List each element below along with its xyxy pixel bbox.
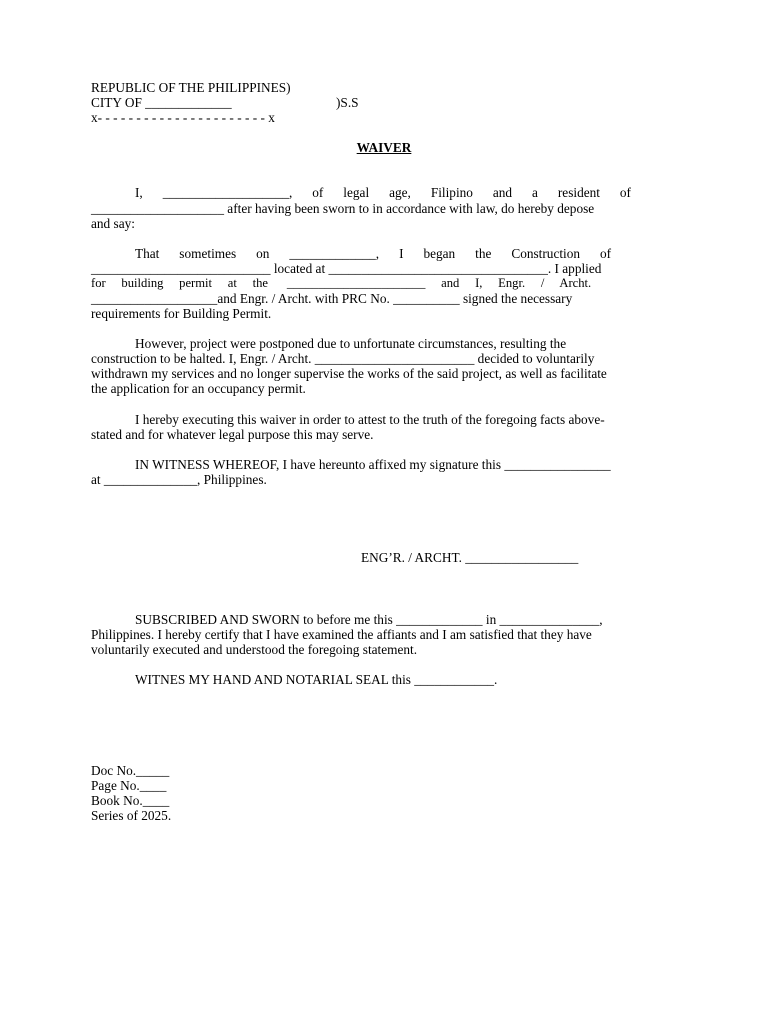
- para1-line1: I, ___________________, of legal age, Filipino and a resident of: [135, 185, 631, 200]
- para5-line2: at ______________, Philippines.: [91, 472, 267, 487]
- para2-line2: ___________________________ located at _________________________________. I applied: [91, 261, 602, 276]
- footer-series: Series of 2025.: [91, 808, 172, 823]
- para2-line3: for building permit at the ______________________ and I, Engr. / Archt.: [91, 276, 592, 290]
- para6-line1: SUBSCRIBED AND SWORN to before me this _____________ in _______________,: [135, 612, 603, 627]
- header-city: CITY OF _____________: [91, 95, 232, 110]
- para6-line2: Philippines. I hereby certify that I have examined the affiants and I am satisfied that they have: [91, 627, 592, 642]
- signature-line: ENG’R. / ARCHT. _________________: [361, 550, 579, 565]
- notarial-seal-line: WITNES MY HAND AND NOTARIAL SEAL this ____________.: [135, 672, 498, 687]
- footer-page-no: Page No.____: [91, 778, 167, 793]
- para4-line2: stated and for whatever legal purpose this may serve.: [91, 427, 374, 442]
- para3-line4: the application for an occupancy permit.: [91, 381, 306, 396]
- para3-line3: withdrawn my services and no longer supervise the works of the said project, as well as facilitate: [91, 366, 607, 381]
- para2-line4: ___________________and Engr. / Archt. with PRC No. __________ signed the necessary: [91, 291, 573, 306]
- para3-line1: However, project were postponed due to unfortunate circumstances, resulting the: [135, 336, 567, 351]
- document-title: WAIVER: [356, 140, 412, 155]
- para6-line3: voluntarily executed and understood the foregoing statement.: [91, 642, 418, 657]
- para2-line5: requirements for Building Permit.: [91, 306, 272, 321]
- footer-book-no: Book No.____: [91, 793, 170, 808]
- header-divider: x- - - - - - - - - - - - - - - - - - - - - - x: [91, 110, 275, 125]
- para5-line1: IN WITNESS WHEREOF, I have hereunto affixed my signature this ________________: [135, 457, 611, 472]
- para1-line2: ____________________ after having been sworn to in accordance with law, do hereby depose: [91, 201, 595, 216]
- header-ss: )S.S: [336, 95, 359, 110]
- para4-line1: I hereby executing this waiver in order to attest to the truth of the foregoing facts above-: [135, 412, 605, 427]
- para1-line3: and say:: [91, 216, 135, 231]
- footer-doc-no: Doc No._____: [91, 763, 170, 778]
- header-republic: REPUBLIC OF THE PHILIPPINES): [91, 80, 291, 95]
- para3-line2: construction to be halted. I, Engr. / Archt. ________________________ decided to voluntarily: [91, 351, 595, 366]
- para2-line1: That sometimes on _____________, I began the Construction of: [135, 246, 612, 261]
